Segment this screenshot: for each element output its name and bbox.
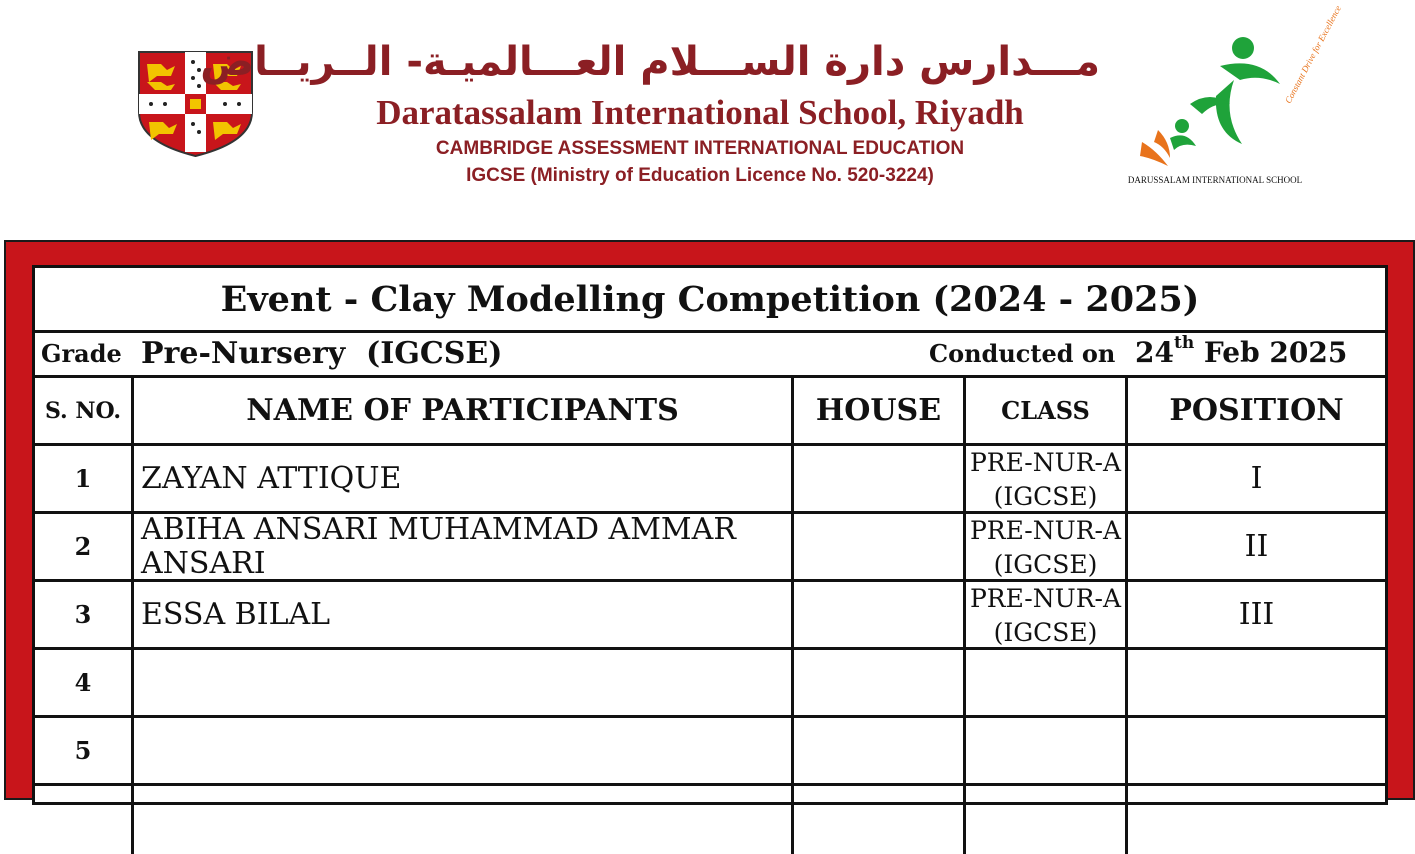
row-position <box>1128 650 1385 715</box>
darussalam-school-logo <box>1130 3 1344 174</box>
board-name: CAMBRIDGE ASSESSMENT INTERNATIONAL EDUCATION <box>435 138 965 159</box>
header-name: NAME OF PARTICIPANTS <box>134 378 794 443</box>
row-position: I <box>1250 461 1263 496</box>
conducted-day: 24 <box>1135 336 1174 369</box>
row-class <box>966 650 1128 715</box>
header-class: CLASS <box>966 378 1128 443</box>
row-sno: 2 <box>35 514 134 579</box>
row-position: III <box>1238 597 1275 632</box>
table-row <box>35 650 1385 718</box>
results-sheet <box>32 265 1388 805</box>
row-sno <box>35 786 134 854</box>
row-class: PRE-NUR-A (IGCSE) <box>966 582 1128 647</box>
row-name: ZAYAN ATTIQUE <box>134 446 794 511</box>
table-row-partial <box>35 786 1385 854</box>
grade-value: Pre-Nursery (IGCSE) <box>141 336 503 371</box>
row-name <box>134 786 794 854</box>
row-house <box>794 582 966 647</box>
header-position: POSITION <box>1169 393 1344 428</box>
row-name <box>134 650 794 715</box>
row-class: PRE-NUR-A (IGCSE) <box>966 446 1128 511</box>
table-header-row <box>35 378 1385 446</box>
row-position <box>1128 718 1385 783</box>
row-name: ESSA BILAL <box>134 582 794 647</box>
school-name-arabic: مـــدارس دارة الســـلام العـــالميـة- الــريــاض <box>200 39 1100 85</box>
row-name <box>134 718 794 783</box>
row-class <box>966 786 1128 854</box>
table-row <box>35 718 1385 786</box>
school-name-english: Daratassalam International School, Riyadh <box>376 93 1024 132</box>
conducted-label: Conducted on <box>929 339 1116 368</box>
row-house <box>794 650 966 715</box>
table-row <box>35 511 1385 582</box>
row-sno: 5 <box>35 718 134 783</box>
row-sno: 3 <box>35 582 134 647</box>
logo-caption: DARUSSALAM INTERNATIONAL SCHOOL <box>1127 175 1303 185</box>
grade-row <box>35 333 1385 378</box>
table-row <box>35 446 1385 514</box>
svg-text:Constant Drive for Excellence: Constant Drive for Excellence <box>1282 3 1344 105</box>
row-name: ABIHA ANSARI MUHAMMAD AMMAR ANSARI <box>134 514 794 579</box>
event-title: Event - Clay Modelling Competition (2024 - 2025) <box>35 268 1385 333</box>
table-row <box>35 582 1385 650</box>
header-sno: S. NO. <box>35 378 134 443</box>
row-class <box>966 718 1128 783</box>
conducted-month-year: Feb 2025 <box>1194 336 1348 369</box>
row-house <box>794 718 966 783</box>
conducted-suffix: th <box>1173 332 1195 353</box>
grade-label: Grade <box>41 339 122 368</box>
row-sno: 4 <box>35 650 134 715</box>
licence-line: IGCSE (Ministry of Education Licence No. 520-3224) <box>466 165 934 186</box>
row-position <box>1128 786 1385 854</box>
conducted-date <box>1135 332 1348 369</box>
row-house <box>794 514 966 579</box>
row-house <box>794 446 966 511</box>
row-position: II <box>1244 529 1269 564</box>
header-house: HOUSE <box>794 378 966 443</box>
row-sno: 1 <box>35 446 134 511</box>
row-class: PRE-NUR-A (IGCSE) <box>966 514 1128 579</box>
row-house <box>794 786 966 854</box>
